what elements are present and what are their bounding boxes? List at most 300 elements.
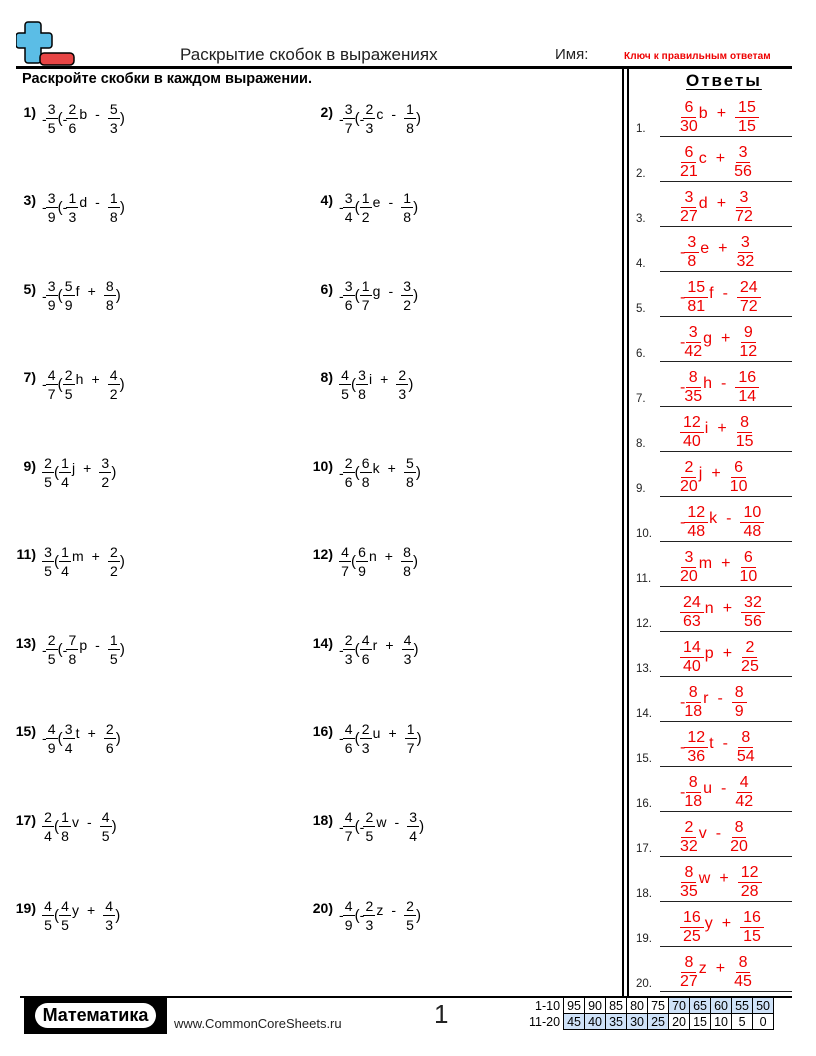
answer-line — [660, 721, 792, 723]
denominator: 32 — [736, 253, 755, 270]
negative-sign: - — [359, 818, 365, 835]
problem-item — [305, 899, 421, 932]
answer-number: 6. — [636, 348, 646, 360]
numerator: 3 — [738, 235, 753, 253]
problem-item — [8, 368, 125, 401]
operator: + — [715, 959, 726, 977]
operator: - — [722, 284, 728, 302]
variable: d — [698, 194, 708, 212]
variable: m — [698, 554, 713, 572]
answer-line — [660, 181, 792, 183]
problem-number: 9) — [23, 457, 36, 474]
negative-sign: - — [359, 907, 365, 923]
problem-item — [8, 810, 117, 843]
answer-item — [636, 498, 792, 542]
answer-item — [636, 543, 792, 587]
variable: d — [79, 194, 88, 210]
problem-expression — [42, 368, 125, 401]
denominator: 72 — [735, 208, 753, 225]
answer-line — [660, 451, 792, 453]
constant-fraction — [735, 775, 753, 810]
operator: - — [95, 194, 100, 210]
problem-item — [8, 279, 121, 312]
answer-expression — [680, 280, 761, 315]
numerator: 6 — [741, 550, 756, 568]
operator: - — [721, 779, 727, 797]
problem-expression — [42, 810, 117, 843]
problem-expression — [339, 810, 424, 843]
numerator: 3 — [63, 722, 75, 739]
numerator: 4 — [108, 368, 120, 385]
numerator: 3 — [42, 545, 54, 562]
operator: - — [394, 813, 400, 830]
score-row — [527, 1014, 774, 1030]
numerator: 3 — [343, 102, 355, 119]
open-paren: ( — [354, 198, 360, 216]
problem-item — [8, 722, 121, 755]
numerator: 8 — [401, 545, 413, 562]
answer-expression — [680, 640, 759, 675]
operator: + — [83, 459, 92, 476]
open-paren: ( — [57, 375, 63, 393]
operator: + — [722, 599, 733, 617]
close-paren: ) — [408, 375, 414, 393]
answer-number: 20. — [636, 978, 652, 990]
operator: + — [716, 194, 727, 212]
denominator: 32 — [680, 838, 698, 855]
coefficient-fraction — [680, 100, 698, 135]
open-paren: ( — [354, 729, 360, 747]
answer-line — [660, 586, 792, 588]
negative-sign: - — [62, 199, 68, 215]
negative-sign: - — [42, 376, 47, 392]
constant-fraction — [396, 368, 408, 401]
coefficient-fraction — [680, 910, 704, 945]
denominator: 5 — [101, 828, 110, 844]
problem-expression — [339, 102, 421, 135]
answer-item — [636, 318, 792, 362]
denominator: 3 — [398, 385, 407, 402]
close-paren: ) — [416, 906, 422, 924]
constant-fraction — [108, 633, 120, 666]
denominator: 10 — [729, 478, 748, 495]
operator: + — [380, 371, 389, 387]
outer-fraction — [343, 191, 355, 224]
variable: w — [698, 869, 711, 887]
constant-fraction — [401, 191, 413, 224]
numerator: 2 — [363, 810, 375, 827]
close-paren: ) — [119, 552, 125, 570]
denominator: 6 — [361, 651, 370, 667]
denominator: 7 — [47, 385, 56, 402]
constant-fraction — [735, 100, 759, 135]
operator: - — [722, 734, 728, 752]
variable: n — [704, 599, 714, 617]
numerator: 8 — [736, 955, 751, 973]
variable: z — [698, 959, 707, 977]
operator: + — [385, 636, 394, 653]
coefficient-fraction — [680, 190, 698, 225]
denominator: 54 — [736, 748, 755, 765]
numerator: 10 — [740, 505, 764, 523]
negative-sign: - — [339, 199, 344, 215]
denominator: 18 — [684, 703, 703, 720]
problem-expression — [339, 633, 419, 666]
constant-fraction — [735, 190, 753, 225]
negative-sign: - — [339, 818, 344, 835]
constant-fraction — [405, 722, 417, 755]
answer-number: 18. — [636, 888, 652, 900]
denominator: 8 — [403, 208, 412, 225]
score-cell: 55 — [732, 998, 753, 1014]
close-paren: ) — [115, 729, 121, 747]
answer-item — [636, 858, 792, 902]
outer-fraction — [343, 279, 355, 312]
numerator: 2 — [396, 368, 408, 385]
numerator: 2 — [66, 102, 78, 119]
constant-fraction — [734, 955, 752, 990]
numerator: 24 — [737, 280, 761, 298]
problem-expression — [339, 899, 421, 932]
denominator: 15 — [735, 433, 754, 450]
denominator: 4 — [64, 739, 73, 756]
variable: f — [709, 284, 714, 302]
denominator: 15 — [743, 928, 761, 945]
denominator: 40 — [683, 658, 701, 675]
open-paren: ( — [57, 110, 63, 127]
operator: + — [715, 149, 726, 167]
answer-line — [660, 316, 792, 318]
variable: k — [709, 509, 718, 527]
constant-fraction — [103, 899, 115, 932]
coefficient-fraction — [59, 456, 71, 489]
score-cell: 40 — [585, 1014, 606, 1030]
answer-item — [636, 948, 792, 992]
constant-fraction — [108, 102, 120, 135]
numerator: 4 — [343, 899, 355, 916]
constant-fraction — [730, 820, 748, 855]
score-cell: 65 — [690, 998, 711, 1014]
denominator: 7 — [341, 562, 349, 579]
denominator: 21 — [680, 163, 698, 180]
answer-expression — [680, 910, 764, 945]
operator: + — [717, 419, 727, 437]
denominator: 5 — [341, 385, 349, 402]
variable: r — [372, 636, 378, 653]
answer-key-label: Ключ к правильным ответам — [624, 51, 771, 62]
problem-item — [305, 102, 421, 135]
answer-number: 10. — [636, 528, 652, 540]
denominator: 36 — [687, 748, 706, 765]
coefficient-fraction — [684, 685, 702, 720]
operator: - — [388, 282, 394, 299]
denominator: 9 — [358, 562, 366, 579]
numerator: 14 — [680, 640, 704, 658]
denominator: 8 — [403, 562, 411, 579]
denominator: 7 — [344, 828, 353, 844]
negative-sign: - — [339, 110, 344, 127]
answer-item — [636, 903, 792, 947]
site-url: www.CommonCoreSheets.ru — [174, 1016, 342, 1031]
answer-number: 5. — [636, 303, 646, 315]
denominator: 7 — [361, 297, 370, 313]
numerator: 5 — [108, 102, 120, 119]
coefficient-fraction — [680, 415, 704, 450]
operator: - — [95, 636, 100, 653]
operator: + — [91, 548, 100, 564]
answer-line — [660, 406, 792, 408]
numerator: 2 — [63, 368, 75, 385]
coefficient-fraction — [360, 722, 372, 755]
coefficient-fraction — [363, 899, 375, 932]
coefficient-fraction — [684, 505, 708, 540]
score-cell: 70 — [669, 998, 690, 1014]
close-paren: ) — [416, 110, 422, 127]
answer-item — [636, 633, 792, 677]
numerator: 1 — [404, 102, 416, 119]
problem-item — [305, 722, 422, 755]
coefficient-fraction — [360, 456, 372, 489]
problem-number: 2) — [320, 103, 333, 120]
score-cell: 50 — [753, 998, 774, 1014]
numerator: 12 — [684, 505, 708, 523]
numerator: 7 — [66, 633, 78, 650]
variable: y — [704, 914, 713, 932]
denominator: 3 — [365, 120, 374, 136]
variable: i — [369, 371, 373, 387]
denominator: 12 — [739, 343, 758, 360]
numerator: 6 — [681, 145, 696, 163]
negative-sign: - — [42, 641, 47, 658]
numerator: 2 — [681, 820, 696, 838]
close-paren: ) — [415, 464, 421, 481]
denominator: 56 — [734, 163, 752, 180]
close-paren: ) — [119, 641, 125, 658]
constant-fraction — [104, 722, 116, 755]
answer-item — [636, 228, 792, 272]
answer-expression — [680, 595, 765, 630]
constant-fraction — [734, 145, 752, 180]
denominator: 72 — [739, 298, 758, 315]
negative-sign: - — [339, 730, 344, 746]
numerator: 2 — [42, 456, 54, 473]
answer-number: 8. — [636, 438, 646, 450]
variable: p — [79, 636, 88, 653]
problem-expression — [42, 102, 125, 135]
problem-number: 14) — [312, 634, 333, 651]
score-row-label: 11-20 — [529, 1014, 561, 1029]
denominator: 4 — [344, 208, 353, 225]
answer-line — [660, 901, 792, 903]
constant-fraction — [740, 505, 764, 540]
numerator: 12 — [684, 730, 708, 748]
answer-line — [660, 631, 792, 633]
operator: + — [722, 644, 733, 662]
denominator: 4 — [61, 474, 69, 490]
numerator: 2 — [363, 899, 375, 916]
problem-item — [305, 810, 424, 843]
problem-item — [8, 102, 125, 135]
operator: - — [721, 374, 727, 392]
variable: v — [698, 824, 707, 842]
constant-fraction — [401, 279, 413, 312]
open-paren: ( — [354, 110, 360, 127]
negative-sign: - — [680, 738, 686, 756]
numerator: 3 — [46, 102, 58, 119]
variable: n — [369, 548, 377, 564]
numerator: 2 — [46, 633, 58, 650]
variable: u — [703, 779, 713, 797]
problem-number: 8) — [320, 369, 333, 385]
answer-item — [636, 408, 792, 452]
denominator: 9 — [47, 208, 56, 225]
close-paren: ) — [115, 287, 121, 304]
variable: j — [72, 459, 76, 476]
problem-number: 19) — [15, 900, 36, 916]
denominator: 8 — [68, 651, 77, 667]
answer-expression — [680, 865, 762, 900]
problem-expression — [42, 545, 125, 578]
variable: b — [698, 104, 708, 122]
negative-sign: - — [42, 199, 47, 215]
denominator: 3 — [105, 916, 114, 933]
denominator: 30 — [680, 118, 698, 135]
denominator: 8 — [361, 474, 370, 490]
denominator: 28 — [740, 883, 759, 900]
open-paren: ( — [351, 375, 356, 393]
constant-fraction — [736, 235, 754, 270]
numerator: 5 — [404, 456, 416, 473]
close-paren: ) — [412, 552, 418, 570]
coefficient-fraction — [363, 810, 375, 843]
denominator: 5 — [64, 385, 73, 402]
negative-sign: - — [42, 110, 47, 127]
open-paren: ( — [57, 198, 63, 216]
variable: y — [72, 902, 79, 918]
negative-sign: - — [680, 693, 686, 711]
numerator: 4 — [737, 775, 752, 793]
numerator: 4 — [100, 810, 112, 827]
numerator: 32 — [741, 595, 765, 613]
numerator: 8 — [732, 685, 747, 703]
denominator: 8 — [406, 120, 414, 136]
answer-number: 13. — [636, 663, 652, 675]
numerator: 15 — [684, 280, 708, 298]
answer-line — [660, 226, 792, 228]
answer-number: 9. — [636, 483, 646, 495]
problem-item — [8, 191, 125, 224]
answer-number: 19. — [636, 933, 652, 945]
numerator: 16 — [680, 910, 704, 928]
numerator: 8 — [732, 820, 747, 838]
score-cell: 35 — [606, 1014, 627, 1030]
outer-fraction — [46, 722, 58, 755]
answer-item — [636, 363, 792, 407]
constant-fraction — [738, 865, 762, 900]
open-paren: ( — [354, 287, 360, 304]
outer-fraction — [343, 810, 355, 843]
answer-number: 15. — [636, 753, 652, 765]
numerator: 4 — [46, 722, 58, 739]
worksheet-title: Раскрытие скобок в выражениях — [180, 45, 438, 64]
denominator: 7 — [406, 739, 415, 756]
numerator: 4 — [42, 899, 54, 916]
problem-expression — [42, 899, 120, 932]
coefficient-fraction — [680, 820, 698, 855]
denominator: 5 — [47, 120, 56, 136]
answer-item — [636, 93, 792, 137]
problem-number: 15) — [15, 723, 36, 739]
variable: i — [704, 419, 709, 437]
page-number: 1 — [434, 999, 449, 1029]
answer-line — [660, 766, 792, 768]
denominator: 25 — [741, 658, 759, 675]
negative-sign: - — [339, 641, 344, 658]
numerator: 8 — [737, 415, 752, 433]
answer-line — [660, 271, 792, 273]
operator: - — [715, 824, 722, 842]
outer-fraction — [343, 102, 355, 135]
close-paren: ) — [119, 198, 125, 216]
numerator: 2 — [343, 456, 355, 473]
score-cell: 85 — [606, 998, 627, 1014]
close-paren: ) — [413, 198, 419, 216]
answer-number: 11. — [636, 573, 652, 585]
score-cell: 75 — [648, 998, 669, 1014]
problem-expression — [339, 191, 418, 224]
answer-line — [660, 856, 792, 858]
denominator: 2 — [101, 474, 110, 490]
denominator: 5 — [47, 651, 56, 667]
negative-sign: - — [680, 288, 686, 306]
coefficient-fraction — [66, 633, 78, 666]
coefficient-fraction — [680, 865, 698, 900]
numerator: 3 — [46, 191, 58, 208]
problem-item — [305, 633, 419, 666]
operator: + — [384, 548, 393, 564]
score-cell: 0 — [753, 1014, 774, 1030]
score-row — [527, 998, 774, 1014]
denominator: 8 — [105, 297, 114, 313]
numerator: 16 — [735, 370, 759, 388]
variable: e — [700, 239, 710, 257]
operator: + — [721, 554, 731, 572]
answer-expression — [680, 190, 753, 225]
denominator: 27 — [680, 208, 698, 225]
variable: z — [376, 902, 384, 918]
open-paren: ( — [57, 729, 63, 747]
coefficient-fraction — [360, 633, 372, 666]
operator: - — [388, 194, 394, 210]
variable: t — [75, 725, 80, 741]
answer-expression — [680, 550, 757, 585]
constant-fraction — [732, 685, 747, 720]
operator: + — [711, 464, 721, 482]
answer-line — [660, 811, 792, 813]
coefficient-fraction — [63, 722, 75, 755]
negative-sign: - — [680, 333, 686, 351]
denominator: 10 — [739, 568, 758, 585]
open-paren: ( — [354, 641, 360, 658]
constant-fraction — [736, 415, 754, 450]
answer-number: 1. — [636, 123, 646, 135]
operator: + — [87, 725, 96, 741]
coefficient-fraction — [66, 102, 78, 135]
problem-item — [8, 633, 125, 666]
answer-item — [636, 768, 792, 812]
problem-expression — [339, 545, 418, 578]
denominator: 40 — [683, 433, 701, 450]
